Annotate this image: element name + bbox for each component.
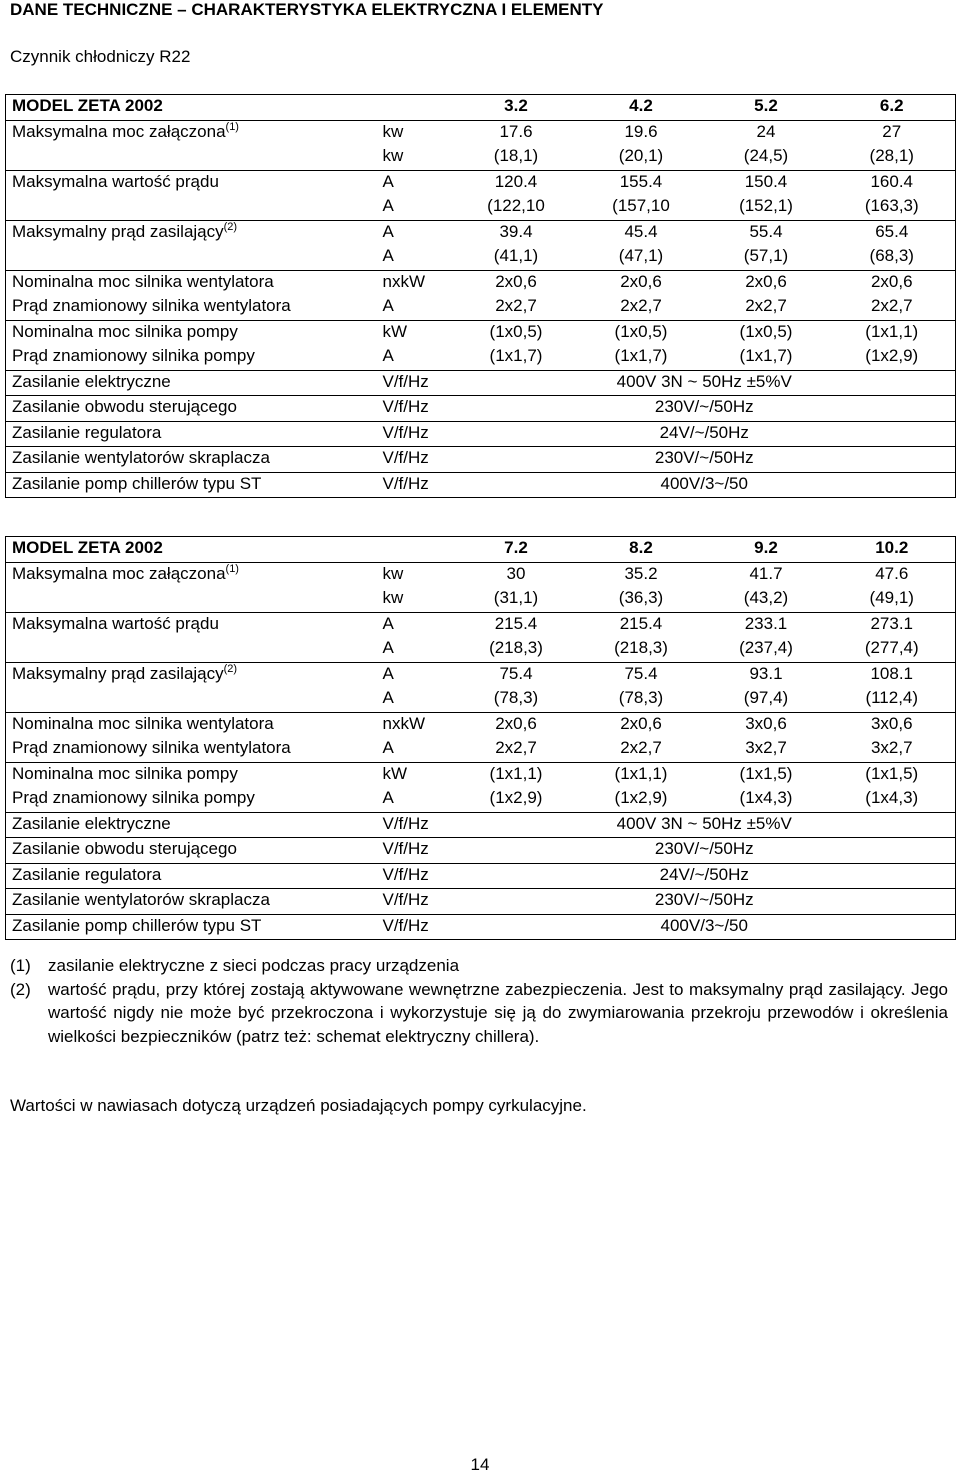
row-label: Zasilanie obwodu sterującego — [6, 396, 379, 422]
supply-row — [6, 838, 956, 864]
value-cell: 17.6 — [454, 120, 579, 145]
value-cell: 2x2,7 — [495, 296, 537, 315]
row-label-text: Nominalna moc silnika pompy — [12, 321, 238, 341]
footnote-ref: (1) — [225, 562, 239, 575]
row-label — [6, 612, 379, 637]
footnote — [10, 978, 948, 1049]
value-cell: (47,1) — [618, 246, 664, 265]
row-label: Zasilanie elektryczne — [6, 812, 379, 838]
value-cell: 215.4 — [579, 612, 704, 637]
value-cell: 108.1 — [829, 662, 956, 687]
supply-row — [6, 863, 956, 889]
row-label: Zasilanie pomp chillerów typu ST — [6, 472, 379, 498]
row-unit: V/f/Hz — [379, 396, 454, 422]
value-cell: 2x2,7 — [620, 296, 662, 315]
model-column-header: 3.2 — [454, 95, 579, 121]
row-label: Zasilanie elektryczne — [6, 370, 379, 396]
footnote-number: (1) — [10, 956, 31, 975]
model-column-header: 8.2 — [579, 537, 704, 563]
spec-table-1 — [5, 94, 956, 498]
value-cell: (1x0,5) — [704, 320, 829, 345]
footnote-text: zasilanie elektryczne z sieci podczas pracy urządzenia — [48, 956, 460, 975]
row-label — [6, 562, 379, 587]
supply-row — [6, 472, 956, 498]
value-cell: 24 — [704, 120, 829, 145]
row-label — [6, 270, 379, 295]
value-cell: 215.4 — [454, 612, 579, 637]
table-row — [6, 562, 956, 587]
value-cell: (1x1,7) — [614, 346, 668, 365]
table-row — [6, 345, 956, 370]
footnote — [10, 954, 948, 978]
row-label — [6, 662, 379, 687]
supply-row — [6, 396, 956, 422]
supply-value: 230V/~/50Hz — [454, 889, 956, 915]
row-unit: A — [382, 246, 394, 265]
row-label-text: Prąd znamionowy silnika wentylatora — [12, 296, 291, 315]
value-cell: 233.1 — [704, 612, 829, 637]
model-column-header: 7.2 — [454, 537, 579, 563]
value-cell: (24,5) — [743, 146, 789, 165]
value-cell: 39.4 — [454, 220, 579, 245]
model-column-header: 5.2 — [704, 95, 829, 121]
value-cell: (122,10 — [487, 196, 545, 215]
value-cell: (1x1,1) — [454, 762, 579, 787]
row-unit: kW — [379, 320, 454, 345]
value-cell: 150.4 — [704, 170, 829, 195]
row-label-text: Maksymalny prąd zasilający — [12, 221, 224, 241]
row-label — [6, 120, 379, 145]
row-label: Zasilanie wentylatorów skraplacza — [6, 889, 379, 915]
value-cell: (218,3) — [614, 638, 668, 657]
value-cell: 3x0,6 — [829, 712, 956, 737]
value-cell: (163,3) — [829, 195, 956, 220]
row-label-text: Nominalna moc silnika wentylatora — [12, 271, 274, 291]
value-cell: (28,1) — [829, 145, 956, 170]
row-label — [6, 320, 379, 345]
value-cell: (277,4) — [829, 637, 956, 662]
value-cell: (152,1) — [739, 196, 793, 215]
supply-row — [6, 370, 956, 396]
value-cell: 2x0,6 — [454, 712, 579, 737]
row-label — [6, 245, 379, 270]
table-row — [6, 170, 956, 195]
value-cell: 2x0,6 — [829, 270, 956, 295]
row-unit: kw — [379, 562, 454, 587]
row-label-text: Maksymalna wartość prądu — [12, 613, 219, 633]
row-label — [6, 145, 379, 170]
value-cell: 75.4 — [454, 662, 579, 687]
footnotes — [10, 954, 948, 1048]
table-row — [6, 270, 956, 295]
value-cell: (1x2,9) — [489, 788, 543, 807]
refrigerant-label: Czynnik chłodniczy R22 — [10, 47, 191, 66]
footnote-ref: (2) — [223, 220, 238, 233]
value-cell: 2x2,7 — [495, 738, 537, 757]
value-cell: 273.1 — [829, 612, 956, 637]
row-unit: A — [382, 688, 394, 707]
table-row — [6, 295, 956, 320]
row-label — [6, 762, 379, 787]
value-cell: (78,3) — [618, 688, 664, 707]
row-label — [6, 687, 379, 712]
row-unit: A — [379, 170, 454, 195]
supply-value: 230V/~/50Hz — [454, 838, 956, 864]
row-unit: V/f/Hz — [379, 889, 454, 915]
table-header-row — [6, 537, 956, 563]
value-cell: (18,1) — [493, 146, 539, 165]
value-cell: (237,4) — [739, 638, 793, 657]
value-cell: 3x0,6 — [704, 712, 829, 737]
value-cell: (1x0,5) — [454, 320, 579, 345]
row-label: Zasilanie regulatora — [6, 863, 379, 889]
row-label-text: Maksymalna moc załączona — [12, 121, 226, 141]
row-label — [6, 587, 379, 612]
table-row — [6, 712, 956, 737]
page-number: 14 — [470, 1455, 490, 1474]
value-cell: (218,3) — [489, 638, 543, 657]
supply-value: 400V/3~/50 — [454, 472, 956, 498]
row-unit: nxkW — [379, 712, 454, 737]
value-cell: (68,3) — [829, 245, 956, 270]
value-cell: (1x1,7) — [739, 346, 793, 365]
value-cell: (20,1) — [618, 146, 664, 165]
value-cell: 2x0,6 — [579, 270, 704, 295]
footnote-text: wartość prądu, przy której zostają aktywowane wewnętrzne zabezpieczenia. Jest to maksymalny prąd zasilający. Jego wartość nigdy nie może być przekroczona i wykorzystuje się ją do zwymiarowania przekroju przewodów i określenia wielkości bezpieczników (patrz też: schemat elektryczny chillera). — [48, 979, 948, 1046]
supply-value: 400V 3N ~ 50Hz ±5%V — [454, 370, 956, 396]
table-row — [6, 587, 956, 612]
row-label-text: Nominalna moc silnika pompy — [12, 763, 238, 783]
table-row — [6, 220, 956, 245]
row-label-text: Prąd znamionowy silnika pompy — [12, 346, 255, 365]
row-unit: A — [379, 662, 454, 687]
value-cell: (112,4) — [829, 687, 956, 712]
row-unit: kw — [379, 120, 454, 145]
value-cell: (1x1,1) — [829, 320, 956, 345]
value-cell: 2x2,7 — [620, 738, 662, 757]
value-cell: (157,10 — [612, 196, 670, 215]
row-label — [6, 712, 379, 737]
value-cell: 55.4 — [704, 220, 829, 245]
supply-row — [6, 889, 956, 915]
header-label: MODEL ZETA 2002 — [6, 95, 454, 121]
supply-value: 24V/~/50Hz — [454, 863, 956, 889]
value-cell: 93.1 — [704, 662, 829, 687]
value-cell: (1x1,5) — [704, 762, 829, 787]
value-cell: 2x0,6 — [704, 270, 829, 295]
table-header-row — [6, 95, 956, 121]
table-row — [6, 245, 956, 270]
page-title: DANE TECHNICZNE – CHARAKTERYSTYKA ELEKTRYCZNA I ELEMENTY — [10, 0, 604, 19]
value-cell: 30 — [454, 562, 579, 587]
footnote-ref: (1) — [225, 120, 239, 133]
spec-table-2 — [5, 536, 956, 940]
value-cell: 19.6 — [579, 120, 704, 145]
value-cell: (36,3) — [618, 588, 664, 607]
row-label: Zasilanie wentylatorów skraplacza — [6, 447, 379, 473]
table-row — [6, 687, 956, 712]
row-unit: V/f/Hz — [379, 421, 454, 447]
value-cell: (1x4,3) — [739, 788, 793, 807]
value-cell: 2x0,6 — [579, 712, 704, 737]
row-label-text: Maksymalna wartość prądu — [12, 171, 219, 191]
value-cell: 155.4 — [579, 170, 704, 195]
supply-value: 24V/~/50Hz — [454, 421, 956, 447]
table-row — [6, 320, 956, 345]
row-unit: A — [382, 788, 394, 807]
row-label-text: Maksymalny prąd zasilający — [12, 663, 224, 683]
footnote-ref: (2) — [223, 662, 238, 675]
row-unit: A — [382, 738, 394, 757]
model-column-header: 4.2 — [579, 95, 704, 121]
footnote-number: (2) — [10, 979, 31, 999]
supply-row — [6, 447, 956, 473]
row-label — [6, 787, 379, 812]
row-label: Zasilanie pomp chillerów typu ST — [6, 914, 379, 940]
row-label-text: Maksymalna moc załączona — [12, 563, 226, 583]
value-cell: 41.7 — [704, 562, 829, 587]
value-cell: 75.4 — [579, 662, 704, 687]
value-cell: (1x4,3) — [829, 787, 956, 812]
row-unit: A — [382, 296, 394, 315]
supply-value: 230V/~/50Hz — [454, 447, 956, 473]
model-column-header: 6.2 — [829, 95, 956, 121]
row-label-text: Nominalna moc silnika wentylatora — [12, 713, 274, 733]
row-unit: V/f/Hz — [379, 370, 454, 396]
table-row — [6, 737, 956, 762]
value-cell: (1x1,5) — [829, 762, 956, 787]
table-row — [6, 120, 956, 145]
value-cell: (57,1) — [743, 246, 789, 265]
row-label: Zasilanie regulatora — [6, 421, 379, 447]
table-row — [6, 612, 956, 637]
model-column-header: 9.2 — [704, 537, 829, 563]
table-row — [6, 762, 956, 787]
model-column-header: 10.2 — [829, 537, 956, 563]
value-cell: 35.2 — [579, 562, 704, 587]
row-label — [6, 345, 379, 370]
pump-note: Wartości w nawiasach dotyczą urządzeń posiadających pompy cyrkulacyjne. — [10, 1096, 587, 1115]
row-label — [6, 737, 379, 762]
row-unit: V/f/Hz — [379, 472, 454, 498]
row-unit: V/f/Hz — [379, 863, 454, 889]
supply-row — [6, 812, 956, 838]
header-label: MODEL ZETA 2002 — [6, 537, 454, 563]
value-cell: 2x0,6 — [454, 270, 579, 295]
row-unit: kw — [382, 146, 404, 165]
supply-row — [6, 421, 956, 447]
row-unit: kW — [379, 762, 454, 787]
value-cell: 45.4 — [579, 220, 704, 245]
row-unit: V/f/Hz — [379, 812, 454, 838]
table-row — [6, 662, 956, 687]
row-label — [6, 220, 379, 245]
value-cell: (78,3) — [493, 688, 539, 707]
value-cell: (49,1) — [829, 587, 956, 612]
supply-value: 400V/3~/50 — [454, 914, 956, 940]
value-cell: (31,1) — [493, 588, 539, 607]
value-cell: 3x2,7 — [829, 737, 956, 762]
row-label — [6, 637, 379, 662]
row-label — [6, 295, 379, 320]
row-unit: kw — [382, 588, 404, 607]
row-label-text: Prąd znamionowy silnika wentylatora — [12, 738, 291, 757]
row-label — [6, 170, 379, 195]
table-row — [6, 195, 956, 220]
value-cell: (1x2,9) — [614, 788, 668, 807]
value-cell: (1x0,5) — [579, 320, 704, 345]
value-cell: 65.4 — [829, 220, 956, 245]
supply-value: 230V/~/50Hz — [454, 396, 956, 422]
row-unit: A — [382, 346, 394, 365]
value-cell: (1x1,1) — [579, 762, 704, 787]
table-row — [6, 145, 956, 170]
table-row — [6, 787, 956, 812]
row-label: Zasilanie obwodu sterującego — [6, 838, 379, 864]
row-unit: A — [382, 638, 394, 657]
row-unit: A — [379, 220, 454, 245]
value-cell: (97,4) — [743, 688, 789, 707]
row-label-text: Prąd znamionowy silnika pompy — [12, 788, 255, 807]
row-unit: nxkW — [379, 270, 454, 295]
value-cell: (1x2,9) — [829, 345, 956, 370]
supply-value: 400V 3N ~ 50Hz ±5%V — [454, 812, 956, 838]
value-cell: 2x2,7 — [829, 295, 956, 320]
value-cell: 2x2,7 — [745, 296, 787, 315]
value-cell: 47.6 — [829, 562, 956, 587]
value-cell: 3x2,7 — [745, 738, 787, 757]
value-cell: (41,1) — [493, 246, 539, 265]
value-cell: 27 — [829, 120, 956, 145]
row-unit: V/f/Hz — [379, 447, 454, 473]
row-unit: V/f/Hz — [379, 838, 454, 864]
value-cell: 120.4 — [454, 170, 579, 195]
value-cell: 160.4 — [829, 170, 956, 195]
value-cell: (1x1,7) — [489, 346, 543, 365]
supply-row — [6, 914, 956, 940]
row-unit: V/f/Hz — [379, 914, 454, 940]
row-unit: A — [382, 196, 394, 215]
table-row — [6, 637, 956, 662]
row-unit: A — [379, 612, 454, 637]
value-cell: (43,2) — [743, 588, 789, 607]
row-label — [6, 195, 379, 220]
